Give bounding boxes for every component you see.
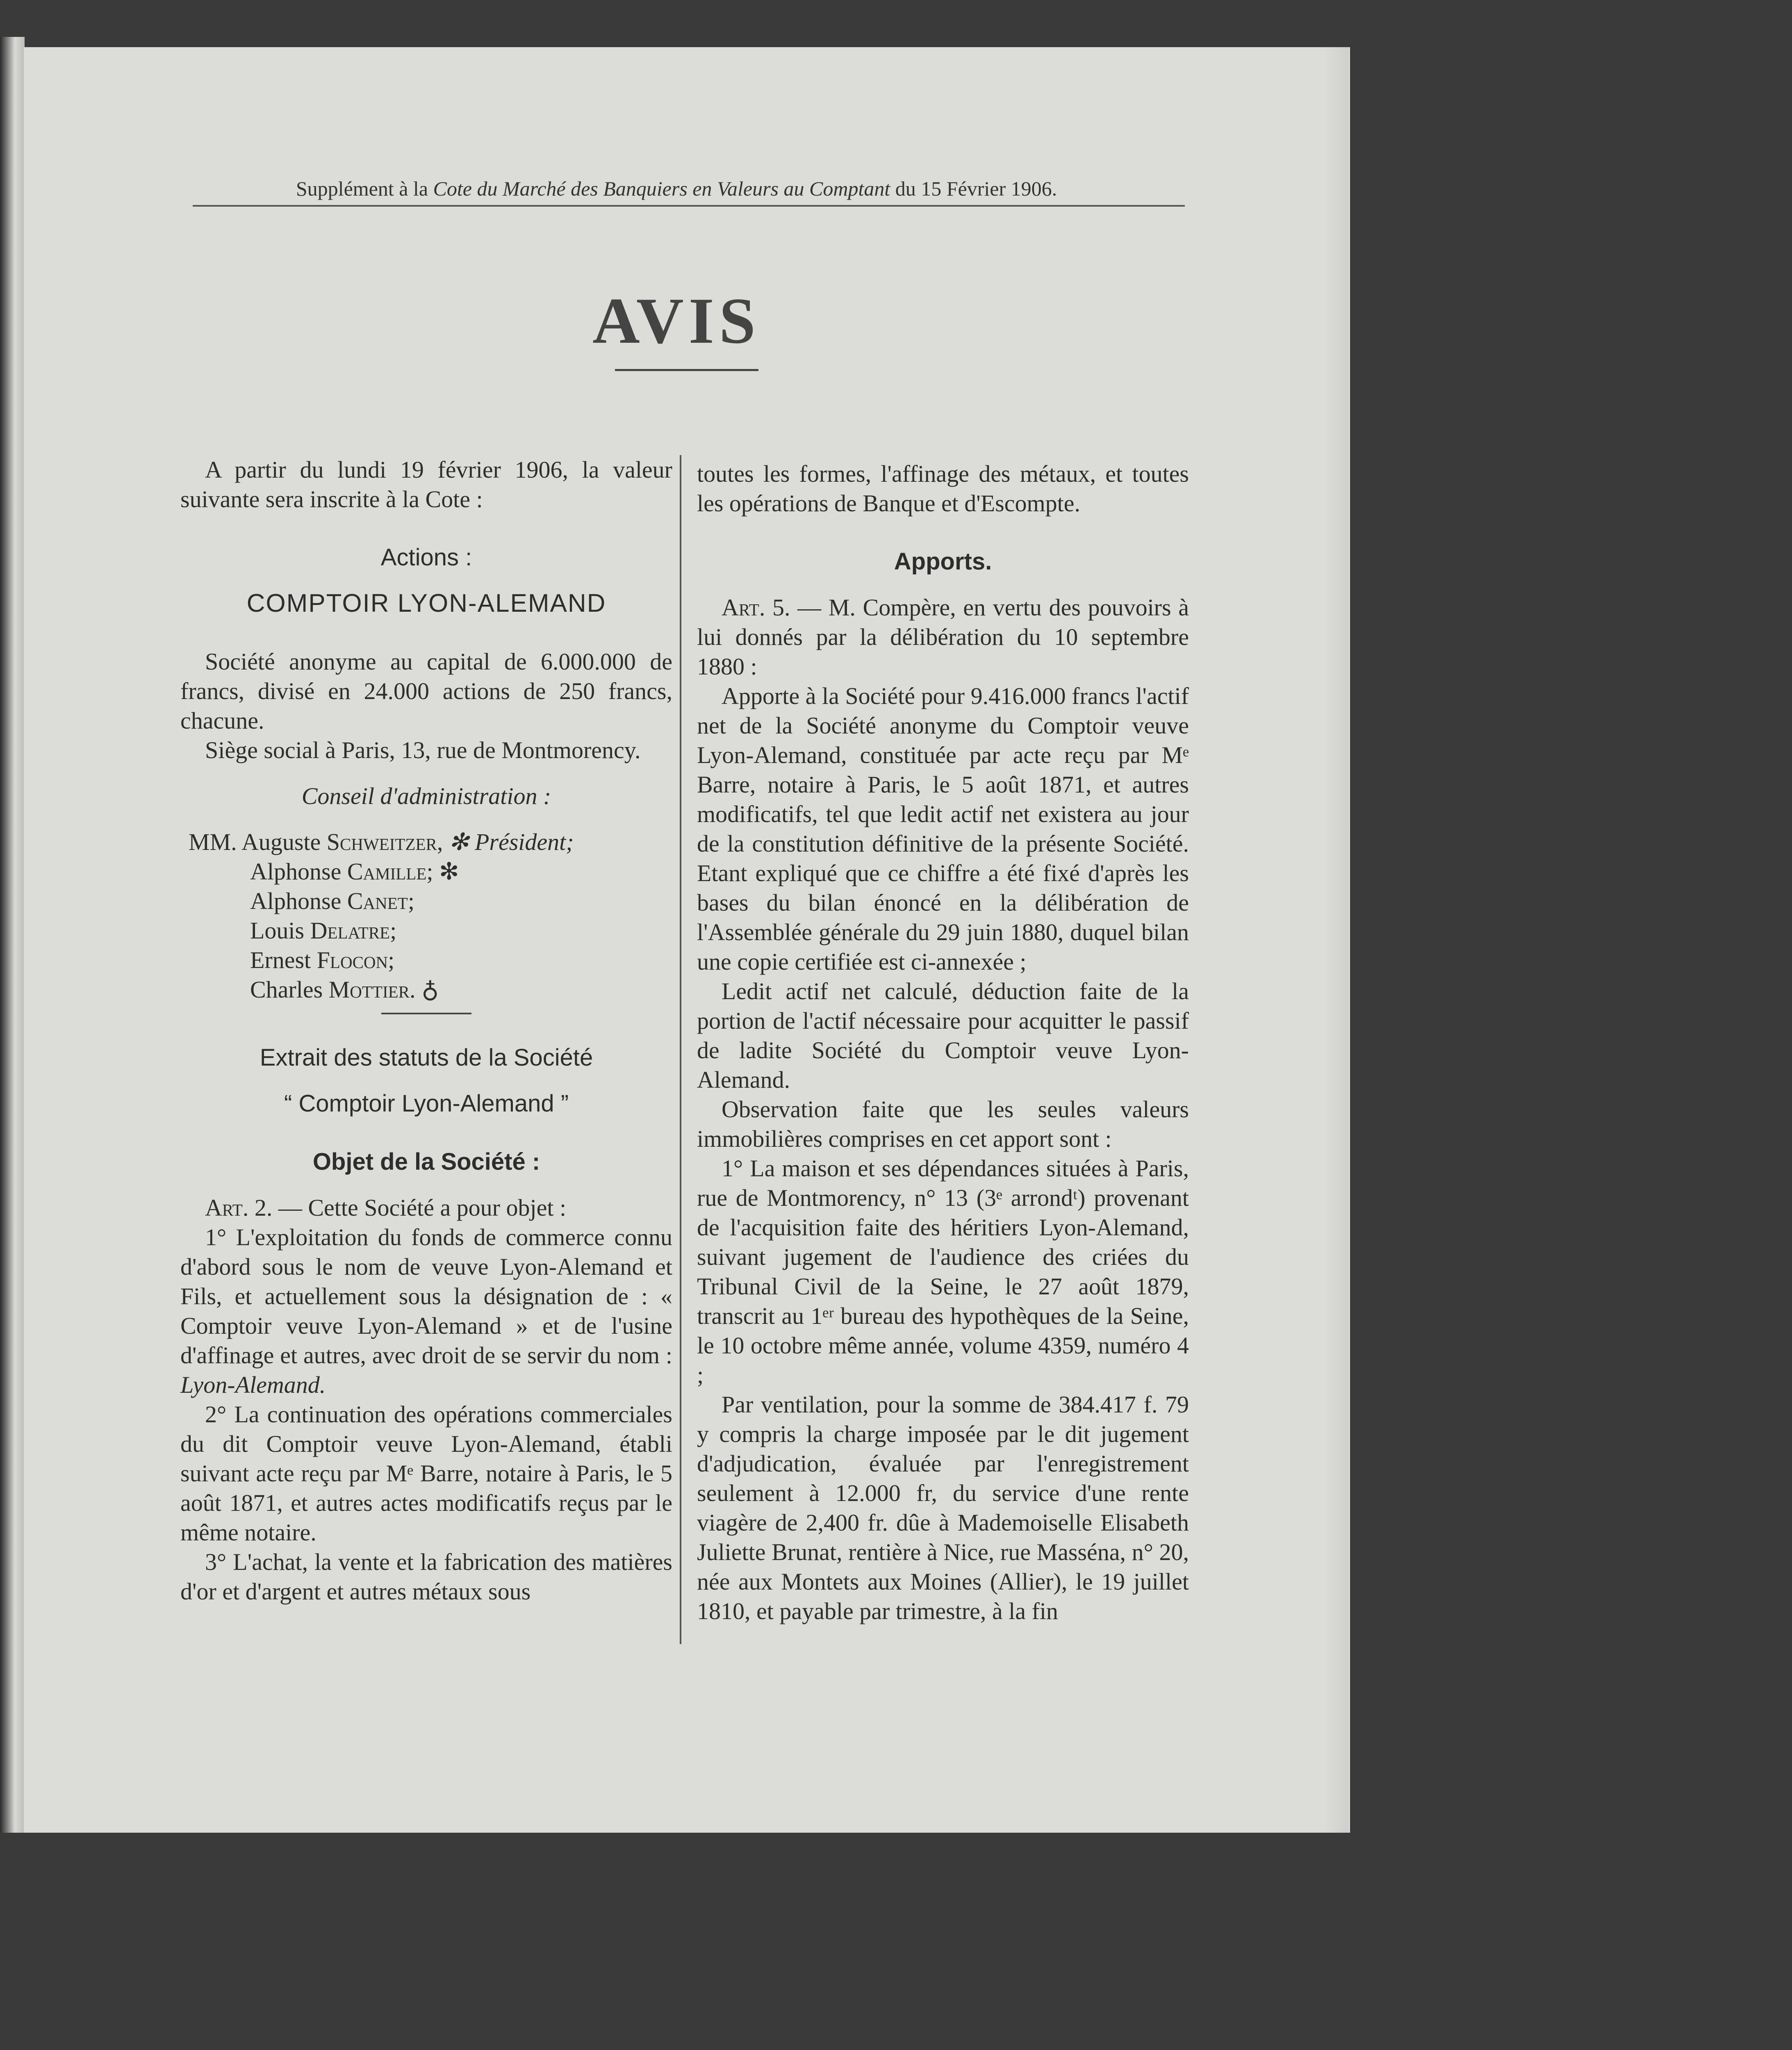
maison-paragraph: 1° La maison et ses dépendances situées à Paris, rue de Montmorency, n° 13 (3ᵉ arrondᵗ) provenant de l'acquisition faite des héritiers Lyon-Alemand, suivant jugement de l'audience des criées du Tribunal Civil de la Seine, le 27 août 1879, transcrit au 1ᵉʳ bureau des hypothèques de la Seine, le 10 octobre même année, volume 4359, numéro 4 ; [697, 1155, 1189, 1388]
board-member: Alphonse Camille; ✻ [250, 858, 459, 885]
actions-heading: Actions : [380, 544, 472, 571]
board-member: Charles Mottier. ♁ [250, 976, 439, 1003]
ledit-paragraph: Ledit actif net calculé, déduction faite de la portion de l'actif nécessaire pour acquitter le passif de ladite Société du Comptoir veuve Lyon-Alemand. [697, 978, 1189, 1093]
capital-paragraph: Société anonyme au capital de 6.000.000 de francs, divisé en 24.000 actions de 250 francs, chacune. [180, 648, 672, 734]
objet-item-1: 1° L'exploitation du fonds de commerce connu d'abord sous le nom de veuve Lyon-Alemand et Fils, et actuellement sous la désignation de : « Comptoir veuve Lyon-Alemand » et de l'usine d'affinage et autres, avec droit de se servir du nom : Lyon-Alemand. [180, 1224, 672, 1398]
ventilation-paragraph: Par ventilation, pour la somme de 384.417 f. 79 y compris la charge imposée par le dit jugement d'adjudication, évaluée par l'enregistrement seulement à 12.000 fr, du service d'une rente viagère de 2,400 fr. dûe à Mademoiselle Elisabeth Juliette Brunat, rentière à Nice, rue Masséna, n° 20, née aux Montets aux Moines (Allier), le 19 juillet 1810, et payable par trimestre, à la fin [697, 1391, 1189, 1624]
company-name: COMPTOIR LYON-ALEMAND [246, 589, 606, 617]
siege-paragraph: Siège social à Paris, 13, rue de Montmorency. [205, 737, 641, 763]
objet-item-3: 3° L'achat, la vente et la fabrication des matières d'or et d'argent et autres métaux sous [180, 1549, 672, 1605]
article-5: Art. 5. — M. Compère, en vertu des pouvoirs à lui donnés par la délibération du 10 septembre 1880 : [697, 594, 1189, 680]
page-title: AVIS [592, 284, 761, 357]
title-rule [615, 369, 758, 371]
section-rule [381, 1013, 471, 1014]
objet-heading: Objet de la Société : [312, 1148, 540, 1175]
board-member: Alphonse Canet; [250, 888, 414, 914]
apporte-paragraph: Apporte à la Société pour 9.416.000 francs l'actif net de la Société anonyme du Comptoir veuve Lyon-Alemand, constituée par acte reçu par Mᵉ Barre, notaire à Paris, le 5 août 1871, et autres modificatifs, tel que ledit actif net existera au jour de la constitution définitive de la présente Société. Etant expliqué que ce chiffre a été fixé d'après les bases du bilan énoncé en la délibération de l'Assemblée générale du 29 juin 1880, duquel bilan une copie certifiée est ci-annexée ; [697, 683, 1189, 975]
header-date: du 15 Février 1906. [895, 177, 1057, 200]
page-edge [1324, 47, 1349, 1833]
header-prefix: Supplément à la [296, 177, 428, 200]
extrait-company: “ Comptoir Lyon-Alemand ” [284, 1090, 569, 1117]
right-column [697, 459, 1189, 1626]
header-rule [193, 205, 1185, 207]
running-header [164, 176, 1189, 201]
header-publication: Cote du Marché des Banquiers en Valeurs au Comptant [433, 177, 890, 200]
column-divider [680, 455, 681, 1644]
board-member: Ernest Flocon; [250, 947, 395, 973]
extrait-heading: Extrait des statuts de la Société [260, 1044, 593, 1071]
apports-heading: Apports. [894, 548, 992, 575]
article-2: Art. 2. — Cette Société a pour objet : [205, 1194, 567, 1221]
left-column [180, 455, 672, 1606]
board-member: Louis Delatre; [250, 917, 397, 944]
board-member: MM. Auguste Schweitzer, ✻ Président; [189, 829, 574, 855]
book-spine [0, 37, 25, 1833]
intro-paragraph: A partir du lundi 19 février 1906, la valeur suivante sera inscrite à la Cote : [180, 456, 672, 512]
conseil-heading: Conseil d'administration : [301, 783, 551, 809]
board-members-list [189, 827, 672, 1004]
objet-item-2: 2° La continuation des opérations commerciales du dit Comptoir veuve Lyon-Alemand, établi suivant acte reçu par Mᵉ Barre, notaire à Paris, le 5 août 1871, et autres actes modificatifs reçus par le même notaire. [180, 1401, 672, 1546]
observation-paragraph: Observation faite que les seules valeurs immobilières comprises en cet apport sont : [697, 1096, 1189, 1152]
objet-continuation: toutes les formes, l'affinage des métaux, et toutes les opérations de Banque et d'Escompte. [697, 460, 1189, 517]
